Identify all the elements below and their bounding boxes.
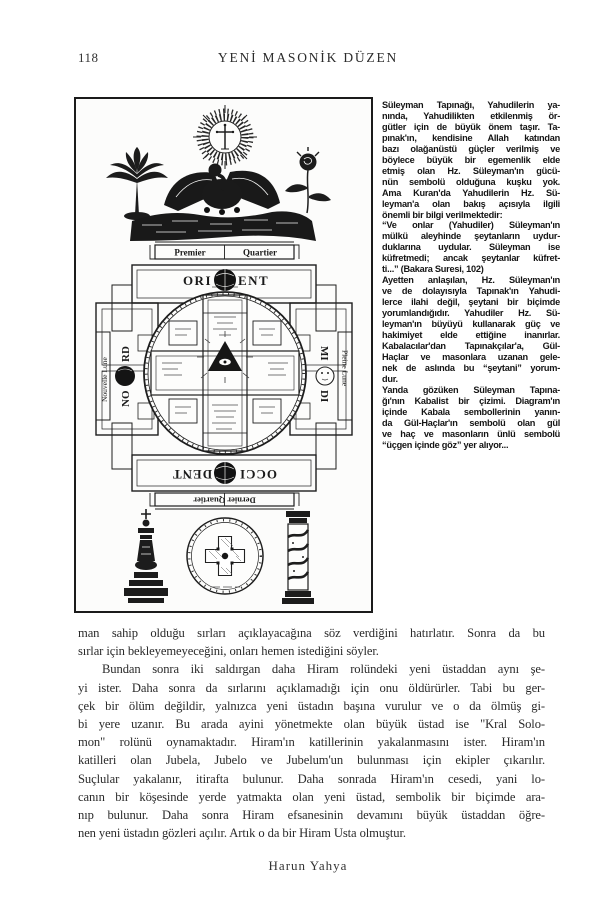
midi-label — [316, 332, 352, 420]
pleine-lune-label: Pleine Lune — [340, 350, 350, 387]
midi-text-bottom: DI — [318, 390, 330, 403]
nord-text-bottom: NO — [120, 390, 132, 407]
caption-line: gütler için de büyük önem taşır. Ta- — [382, 121, 560, 132]
caption-line: etmiş olan Hz. Süleyman'ın gücü- — [382, 165, 560, 176]
caption-line: Ama Kuran'da Yahudilerin Hz. Sü- — [382, 187, 560, 198]
premier-quartier-right: Quartier — [243, 247, 277, 258]
body-line: katilleri olan Jubela, Jubelo ve Jubelum'un bulunması için ekipler çıkarılır. — [78, 753, 545, 768]
body-line: man sahip olduğu sırları açıklayacağına söz verdiğini hatırlatır. Sonra da bu — [78, 626, 545, 640]
midi-text-top: MI — [318, 346, 330, 361]
caption-line: Yanda gözüken Süleyman Tapına- — [382, 384, 560, 395]
figure-caption — [382, 100, 560, 451]
nest-mound-icon — [130, 211, 316, 241]
full-moon-icon — [316, 367, 334, 385]
body-line: bi yere uzanır. Bu arada ayini yönetmekte olan büyük üstad ise "Kral Solo- — [78, 717, 545, 732]
pelican-icon — [164, 164, 280, 216]
caption-line: böylece büyük bir egemenlik elde — [382, 154, 560, 165]
body-line: mon" rolünü oynamaktadır. Hiram'ın katillerinin yakalanmasını ister. Hiram'ın — [78, 735, 545, 750]
body-line: Bundan sonra iki saldırgan daha Hiram rolündeki yeni üstaddan aynı şe- — [102, 662, 545, 677]
right-pillar-icon — [282, 511, 314, 604]
nord-text-top: RD — [120, 346, 132, 362]
caption-line: leyman'a olan bakış açısıyla ilgili — [382, 198, 560, 209]
caption-line: “üçgen içinde göz” yer alıyor... — [382, 439, 509, 450]
occident-text-a: OCCI — [239, 467, 277, 483]
caption-line: bazı olağanüstü güçler verilmiş ve — [382, 143, 560, 154]
caption-line: mülkü aleyhinde şeytanların uydur- — [382, 231, 560, 242]
caption-line: içinde Kabala sembollerinin yanın- — [382, 406, 560, 417]
body-text — [78, 624, 545, 842]
cross-emblem-icon — [187, 518, 263, 594]
occident-text-b: DENT — [171, 467, 213, 483]
orient-text-left: ORI — [182, 273, 212, 288]
premier-quartier-left: Premier — [174, 247, 206, 258]
orient-text-right: ENT — [238, 273, 270, 288]
body-line: çek bir ölüm değildir, yalnızca yeni üstadın başına vurulur ve o da ölmüş gi- — [78, 698, 545, 713]
body-line: nen yeni üstadın gözleri açılır. Artık o da bir Hiram Usta olmuştur. — [78, 826, 406, 841]
orient-label — [183, 269, 269, 291]
body-line: nıp bulunur. Daha sonra Hiram efsanesinin devamını büyük üstaddan öğre- — [78, 808, 545, 823]
caption-line: duklarına uydular. Süleyman ise — [382, 242, 560, 253]
caption-line: ti...” (Bakara Suresi, 102) — [382, 264, 484, 275]
caption-line: dur. — [382, 373, 398, 384]
sun-icon — [193, 105, 257, 169]
occident-label — [172, 462, 277, 484]
temple-diagram-figure — [74, 97, 373, 613]
caption-line: Haçlar ve masonlara uzanan gele- — [382, 351, 560, 362]
caption-line: nün sembolü olduğuna kuşku yok. — [382, 176, 560, 187]
rose-icon — [285, 147, 331, 213]
caption-line: nında, Yahudilikten etkilenmiş ör- — [382, 110, 560, 121]
caption-line: Ayetten anlaşılan, Hz. Süleyman'ın — [382, 275, 560, 286]
caption-line: da Gül-Haçlar'ın sembolü olan gül — [382, 417, 560, 428]
caption-line: yorumlandığıdır. Yahudiler Hz. Sü- — [382, 308, 560, 319]
lodge-circle — [144, 292, 306, 454]
caption-line: hakimiyet elde ettiğine inanırlar. — [382, 330, 560, 341]
caption-line: lerce ilahi değil, şeytani bir biçimde — [382, 297, 560, 308]
caption-line: leyman'ın büyüyü kullanarak güç ve — [382, 319, 560, 330]
nouvelle-lune-label: Nouvelle Lune — [100, 357, 109, 402]
body-line: sırlar için bekleyemeyeceğini, onları hemen istediğini söyler. — [78, 644, 379, 659]
caption-line: önemli bir bilgi verilmektedir: — [382, 209, 503, 220]
temple-diagram — [76, 99, 371, 611]
caption-line: Süleyman Tapınağı, Yahudilerin ya- — [382, 100, 560, 110]
body-line: canın bir köşesinde yerde yatmakta olan yeni üstad, sembolik bir biçimde ara- — [78, 789, 545, 804]
page-number: 118 — [78, 50, 99, 65]
body-line: Suçlular yakalanır, itirafta bulunur. Daha sonrada Hiram'ın cesedi, yani lo- — [78, 771, 545, 786]
dernier-quartier-label: Dernier Quartier — [193, 495, 256, 506]
footer-author: Harun Yahya — [268, 858, 348, 873]
caption-line: Kabalacılar'dan Tapınakçılar'a, Gül- — [382, 340, 560, 351]
caption-line: nek de aslında bu “şeytani” yorum- — [382, 362, 560, 373]
page-title: YENİ MASONİK DÜZEN — [217, 50, 399, 65]
left-pillar-icon — [124, 509, 168, 603]
caption-line: ğı'nın Kabalist bir çizimi. Diagram'ın — [382, 395, 560, 406]
caption-line: ve de dolayısıyla Tapınak'ın Yahudi- — [382, 286, 560, 297]
caption-line: ve haç ve masonların ünlü sembolü — [382, 428, 560, 439]
caption-line: pınak'ın, kendisine Allah katından — [382, 132, 560, 143]
caption-line: küfretmedi; ancak şeytanlar küfret- — [382, 253, 560, 264]
body-line: yi ister. Daha sonra da sırlarını açıklamadığı için onu öldürürler. Tabi bu ger- — [78, 680, 545, 695]
palm-tree-icon — [106, 147, 168, 220]
caption-line: “Ve onlar (Yahudiler) Süleyman'ın — [382, 220, 560, 231]
